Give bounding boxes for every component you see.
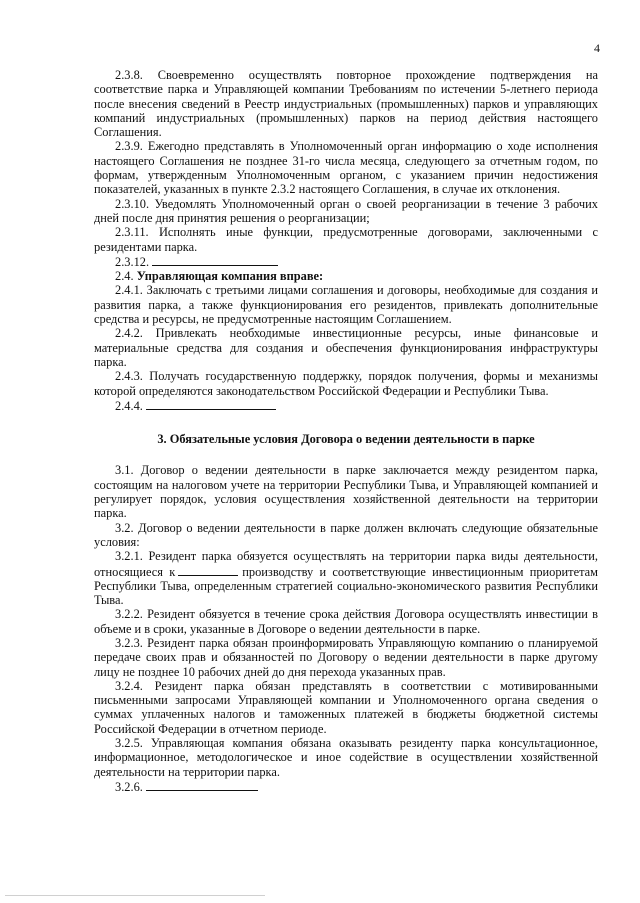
clause-3-2-1 bbox=[94, 549, 598, 607]
clause-2-4-2: 2.4.2. Привлекать необходимые инвестиционные ресурсы, иные финансовые и материальные средства для создания и обеспечения функционирования инфраструктуры парка. bbox=[94, 326, 598, 369]
clause-3-2-6-number: 3.2.6. bbox=[115, 779, 143, 794]
clause-2-4-4-blank bbox=[146, 398, 276, 410]
clause-3-2-1-blank bbox=[178, 564, 238, 576]
clause-2-4-4 bbox=[94, 398, 598, 413]
clause-2-4-number: 2.4. bbox=[115, 269, 134, 284]
clause-2-3-12 bbox=[94, 254, 598, 269]
page-number: 4 bbox=[594, 41, 600, 55]
clause-2-4-1: 2.4.1. Заключать с третьими лицами соглашения и договоры, необходимые для создания и развития парка, а также функционирования его резидентов, привлекать дополнительные средства и ресурсы, не предусмотренные настоящим Соглашением. bbox=[94, 283, 598, 327]
clause-3-2-3: 3.2.3. Резидент парка обязан проинформировать Управляющую компанию о планируемой передаче своих прав и обязанностей по Договору о ведении деятельности в парке другому лицу не позднее 10 рабочих дней до дня перехода указанных прав. bbox=[94, 635, 598, 679]
clause-2-4-3: 2.4.3. Получать государственную поддержку, порядок получения, формы и механизмы которой определяются законодательством Российской Федерации и Республики Тыва. bbox=[94, 369, 598, 398]
clause-3-2: 3.2. Договор о ведении деятельности в парке должен включать следующие обязательные условия: bbox=[94, 520, 598, 549]
clause-3-2-6-blank bbox=[146, 779, 258, 791]
clause-3-2-6 bbox=[94, 779, 598, 794]
clause-2-4-4-number: 2.4.4. bbox=[115, 398, 143, 413]
clause-3-2-1-end: производству и соответствующие инвестиционным приоритетам Республики Тыва, определенным стратегией социально-экономического развития Республики Тыва. bbox=[94, 564, 599, 608]
clause-2-3-11: 2.3.11. Исполнять иные функции, предусмотренные договорами, заключенными с резидентами парка. bbox=[94, 225, 598, 254]
clause-2-3-12-number: 2.3.12. bbox=[115, 254, 150, 269]
clause-2-3-10: 2.3.10. Уведомлять Уполномоченный орган о своей реорганизации в течение 3 рабочих дней после дня принятия решения о реорганизации; bbox=[94, 196, 598, 225]
clause-3-2-2: 3.2.2. Резидент обязуется в течение срока действия Договора осуществлять инвестиции в объеме и в сроки, указанные в Договоре о ведении деятельности в парке. bbox=[94, 607, 598, 636]
clause-3-2-5: 3.2.5. Управляющая компания обязана оказывать резиденту парка консультационное, информационное, методологическое и иное содействие в осуществлении хозяйственной деятельности на территории парка. bbox=[94, 736, 598, 779]
document-body bbox=[94, 68, 598, 794]
clause-3-1: 3.1. Договор о ведении деятельности в парке заключается между резидентом парка, состоящим на налоговом учете на территории Республики Тыва, и Управляющей компанией и регулирует порядок, условия осуществления хозяйственной деятельности на территории парка. bbox=[94, 463, 598, 521]
footer-divider bbox=[5, 895, 265, 896]
clause-3-2-4: 3.2.4. Резидент парка обязан представлять в соответствии с мотивированными письменными запросами Управляющей компании и Уполномоченного органа сведения о суммах уплаченных налогов и таможенных платежей в бюджеты бюджетной системы Российской Федерации в отчетном периоде. bbox=[94, 678, 598, 736]
clause-3-2-1-start: 3.2.1. Резидент парка обязуется осуществлять на территории парка виды деятельности, относящиеся к bbox=[94, 549, 598, 579]
clause-2-4-title: Управляющая компания вправе: bbox=[136, 269, 324, 284]
clause-2-3-8: 2.3.8. Своевременно осуществлять повторное прохождение подтверждения на соответствие парка и Управляющей компании Требованиям по истечении 5-летнего периода после внесения сведений в Реестр индустриальных (промышленных) парков и управляющих компаний индустриальных (промышленных) парков на период действия настоящего Соглашения. bbox=[94, 68, 598, 140]
section-3-heading: 3. Обязательные условия Договора о ведении деятельности в парке bbox=[157, 432, 535, 447]
clause-2-3-9: 2.3.9. Ежегодно представлять в Уполномоченный орган информацию о ходе исполнения настоящего Соглашения не позднее 31-го числа месяца, следующего за отчетным годом, по формам, утвержденным Уполномоченным органом, с указанием причин недостижения показателей, указанных в пункте 2.3.2 настоящего Соглашения, в случае их отклонения. bbox=[94, 139, 598, 197]
clause-2-4 bbox=[94, 269, 598, 283]
clause-2-3-12-blank bbox=[152, 254, 278, 266]
